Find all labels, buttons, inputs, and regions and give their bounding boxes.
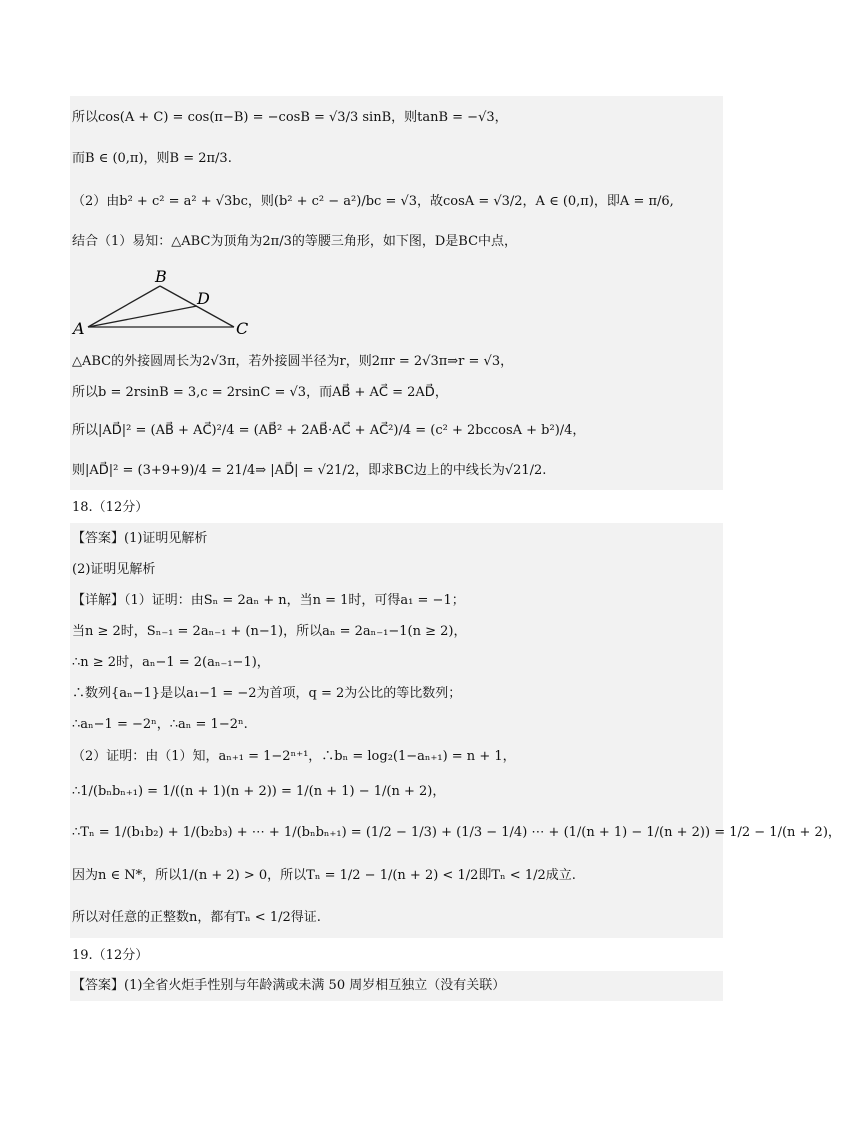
text-line-18: ∴1/(bₙbₙ₊₁) = 1/((n + 1)(n + 2)) = 1/(n + 1) − 1/(n + 2)， (72, 784, 446, 799)
problem-19-header: 19.（12分） (72, 948, 149, 963)
triangle-diagram (70, 264, 723, 344)
text-line-11: (2)证明见解析 (72, 562, 156, 577)
text-line-6: 所以b = 2rsinB = 3,c = 2rsinC = √3，而AB⃗ + AC⃗ = 2AD⃗， (72, 385, 448, 400)
text-line-4: 结合（1）易知：△ABC为顶角为2π/3的等腰三角形，如下图，D是BC中点， (72, 234, 518, 249)
answer-line-19: 【答案】(1)全省火炬手性别与年龄满或未满 50 周岁相互独立（没有关联） (72, 978, 506, 993)
text-line-3: （2）由b² + c² = a² + √3bc，则(b² + c² − a²)/bc = √3，故cosA = √3/2，A ∈ (0,π)，即A = π/6, (72, 194, 674, 209)
label-b: B (155, 267, 167, 286)
problem-18-header: 18.（12分） (72, 500, 149, 515)
triangle-figure (70, 264, 723, 344)
segment-ab (88, 286, 160, 327)
text-line-2: 而B ∈ (0,π)，则B = 2π/3. (72, 151, 232, 166)
text-line-19: ∴Tₙ = 1/(b₁b₂) + 1/(b₂b₃) + ⋯ + 1/(bₙbₙ₊₁) = (1/2 − 1/3) + (1/3 − 1/4) ⋯ + (1/(n + 1) − 1/(n + 2)) = 1/2 − 1/(n + 2)， (72, 825, 841, 840)
text-line-14: ∴n ≥ 2时，aₙ−1 = 2(aₙ₋₁−1)， (72, 655, 270, 670)
text-line-7: 所以|AD⃗|² = (AB⃗ + AC⃗)²/4 = (AB⃗² + 2AB⃗·AC⃗ + AC⃗²)/4 = (c² + 2bccosA + b²)/4， (72, 423, 586, 438)
text-line-17: （2）证明：由（1）知，aₙ₊₁ = 1−2ⁿ⁺¹，∴bₙ = log₂(1−aₙ₊₁) = n + 1， (72, 749, 516, 764)
text-line-13: 当n ≥ 2时，Sₙ₋₁ = 2aₙ₋₁ + (n−1)，所以aₙ = 2aₙ₋₁−1(n ≥ 2)， (72, 624, 467, 639)
text-line-5: △ABC的外接圆周长为2√3π，若外接圆半径为r，则2πr = 2√3π⇒r = √3， (72, 354, 514, 369)
text-line-21: 所以对任意的正整数n，都有Tₙ < 1/2得证. (72, 910, 321, 925)
label-a: A (73, 319, 85, 338)
text-line-16: ∴aₙ−1 = −2ⁿ，∴aₙ = 1−2ⁿ. (72, 717, 248, 732)
segment-ad (88, 306, 197, 327)
text-line-1: 所以cos(A + C) = cos(π−B) = −cosB = √3/3 sinB，则tanB = −√3， (72, 110, 508, 125)
detail-line-18: 【详解】（1）证明：由Sₙ = 2aₙ + n，当n = 1时，可得a₁ = −1； (72, 593, 465, 608)
text-line-8: 则|AD⃗|² = (3+9+9)/4 = 21/4⇒ |AD⃗| = √21/2，即求BC边上的中线长为√21/2. (72, 463, 547, 478)
label-d: D (197, 289, 210, 308)
answer-line-18: 【答案】(1)证明见解析 (72, 531, 208, 546)
label-c: C (236, 319, 249, 338)
text-line-15: ∴数列{aₙ−1}是以a₁−1 = −2为首项，q = 2为公比的等比数列； (72, 686, 462, 701)
text-line-20: 因为n ∈ N*，所以1/(n + 2) > 0，所以Tₙ = 1/2 − 1/(n + 2) < 1/2即Tₙ < 1/2成立. (72, 868, 576, 883)
